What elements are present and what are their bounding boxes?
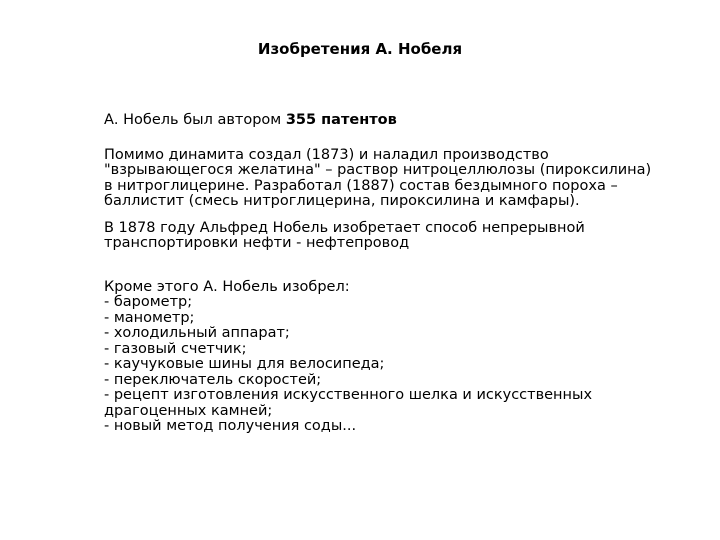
list-item: - каучуковые шины для велосипеда; bbox=[104, 356, 385, 372]
patents-count: 355 патентов bbox=[285, 112, 397, 128]
patents-paragraph bbox=[104, 113, 664, 129]
pipeline-paragraph bbox=[104, 221, 664, 252]
list-item: - рецепт изготовления искусственного шелка и искусственных драгоценных камней; bbox=[104, 387, 593, 419]
dynamite-line: Помимо динамита создал (1873) и наладил производство bbox=[104, 146, 549, 163]
list-item: - барометр; bbox=[104, 294, 193, 310]
patents-prefix: А. Нобель был автором bbox=[104, 112, 286, 128]
slide-title: Изобретения А. Нобеля bbox=[257, 40, 463, 58]
dynamite-line: в нитроглицерине. Разработал (1887) состав бездымного пороха – bbox=[104, 177, 618, 194]
dynamite-line: "взрывающегося желатина" – раствор нитроцеллюлозы (пироксилина) bbox=[104, 162, 652, 178]
inventions-section bbox=[104, 280, 664, 435]
inventions-intro: Кроме этого А. Нобель изобрел: bbox=[104, 278, 350, 295]
list-item: - переключатель скоростей; bbox=[104, 371, 322, 388]
slide-body bbox=[104, 113, 664, 435]
pipeline-line: транспортировки нефти - нефтепровод bbox=[104, 235, 410, 251]
inventions-list bbox=[104, 295, 664, 435]
list-item: - холодильный аппарат; bbox=[104, 325, 290, 341]
dynamite-line: баллистит (смесь нитроглицерина, пироксилина и камфары). bbox=[104, 193, 580, 209]
list-item: - манометр; bbox=[104, 309, 195, 326]
pipeline-line: В 1878 году Альфред Нобель изобретает способ непрерывной bbox=[104, 219, 585, 236]
list-item: - новый метод получения соды... bbox=[104, 418, 357, 434]
dynamite-paragraph bbox=[104, 148, 664, 210]
list-item: - газовый счетчик; bbox=[104, 340, 247, 357]
